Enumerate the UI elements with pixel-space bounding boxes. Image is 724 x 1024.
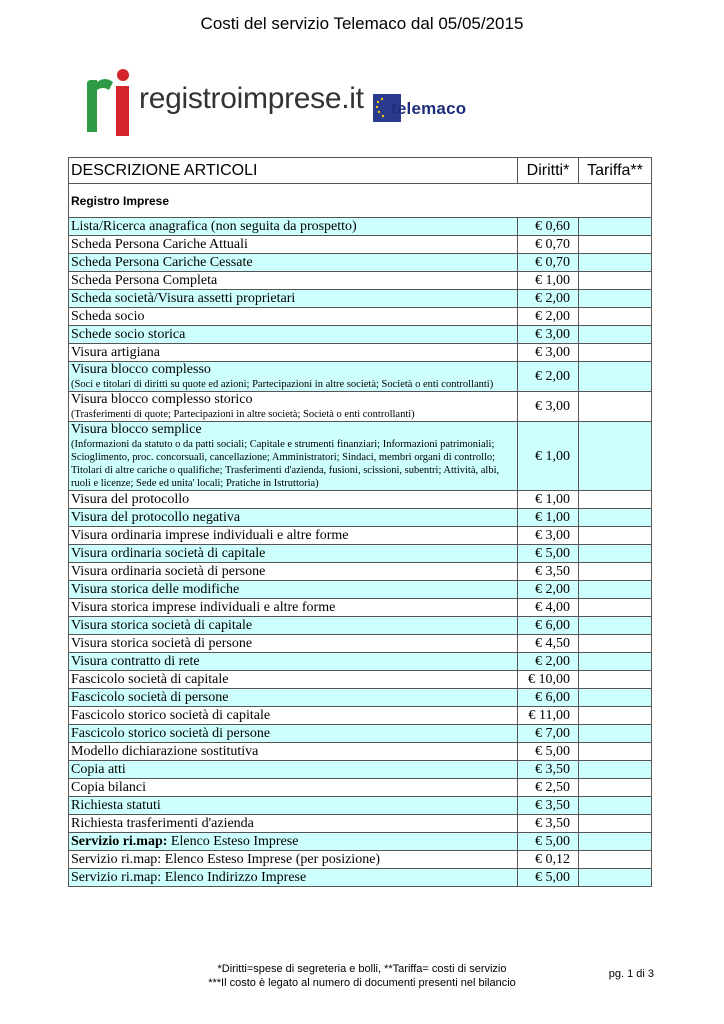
row-description (69, 362, 518, 392)
row-sublabel: (Trasferimenti di quote; Partecipazioni in altre società; Società o enti controllanti) (71, 409, 415, 420)
row-tariffa (579, 581, 652, 599)
row-label: Schede socio storica (71, 327, 186, 342)
header-tariffa: Tariffa** (579, 158, 652, 184)
table-header-row (69, 158, 652, 184)
table-row (69, 362, 652, 392)
row-diritti: € 3,00 (518, 392, 579, 422)
table-row (69, 869, 652, 887)
row-label: Fascicolo storico società di capitale (71, 708, 271, 723)
row-diritti: € 2,50 (518, 779, 579, 797)
registroimprese-logo-text: registroimprese.it (139, 82, 364, 115)
row-label: Visura blocco complesso storico (71, 392, 253, 407)
row-tariffa (579, 422, 652, 491)
row-label: Servizio ri.map: Elenco Indirizzo Imprese (71, 870, 307, 885)
row-tariffa (579, 653, 652, 671)
row-tariffa (579, 254, 652, 272)
row-tariffa (579, 671, 652, 689)
table-row (69, 833, 652, 851)
row-tariffa (579, 509, 652, 527)
row-tariffa (579, 833, 652, 851)
row-description (69, 509, 518, 527)
table-row (69, 236, 652, 254)
table-row (69, 563, 652, 581)
row-tariffa (579, 308, 652, 326)
row-description (69, 491, 518, 509)
row-description (69, 422, 518, 491)
row-label-bold: Servizio ri.map: (71, 834, 168, 849)
row-description (69, 797, 518, 815)
table-row (69, 290, 652, 308)
row-label: Fascicolo società di capitale (71, 672, 229, 687)
row-diritti: € 10,00 (518, 671, 579, 689)
row-description (69, 527, 518, 545)
table-row (69, 815, 652, 833)
row-description (69, 851, 518, 869)
row-label: Visura blocco semplice (71, 422, 202, 437)
row-label: Scheda società/Visura assetti proprietari (71, 291, 296, 306)
table-row (69, 797, 652, 815)
row-tariffa (579, 218, 652, 236)
row-label: Visura artigiana (71, 345, 160, 360)
row-label: Visura storica imprese individuali e altre forme (71, 600, 336, 615)
row-label: Scheda Persona Cariche Attuali (71, 237, 248, 252)
footer-note-1: *Diritti=spese di segreteria e bolli, **Tariffa= costi di servizio (217, 963, 507, 975)
row-description (69, 236, 518, 254)
telemaco-logo-text: telemaco (391, 99, 467, 118)
row-description (69, 779, 518, 797)
row-diritti: € 2,00 (518, 308, 579, 326)
row-tariffa (579, 545, 652, 563)
row-tariffa (579, 725, 652, 743)
section-row (69, 184, 652, 218)
row-description (69, 815, 518, 833)
table-row (69, 308, 652, 326)
row-diritti: € 1,00 (518, 272, 579, 290)
table-row (69, 545, 652, 563)
table-row (69, 761, 652, 779)
row-diritti: € 5,00 (518, 743, 579, 761)
row-label: Visura storica società di capitale (71, 618, 253, 633)
row-tariffa (579, 362, 652, 392)
row-label: Visura ordinaria società di capitale (71, 546, 266, 561)
row-tariffa (579, 290, 652, 308)
row-tariffa (579, 236, 652, 254)
row-tariffa (579, 344, 652, 362)
table-row (69, 272, 652, 290)
row-sublabel: (Informazioni da statuto o da patti sociali; Capitale e strumenti finanziari; Informazioni patrimoniali; Scioglimento, proc. concorsuali, cancellazione; Amministratori; Sindaci, membri organi di controllo; Titolari di altre cariche o qualifiche; Trasferimenti d'azienda, fusioni, scissioni, subentri; Attività, albi, ruoli e licenze; Sede ed unita' locali; Pratiche in Istruttoria) (71, 439, 500, 489)
row-tariffa (579, 326, 652, 344)
row-label: Visura ordinaria imprese individuali e altre forme (71, 528, 349, 543)
row-tariffa (579, 815, 652, 833)
row-diritti: € 0,12 (518, 851, 579, 869)
price-table (68, 157, 652, 887)
table-row (69, 392, 652, 422)
row-label: Visura contratto di rete (71, 654, 200, 669)
table-body (69, 218, 652, 887)
row-description (69, 743, 518, 761)
row-diritti: € 7,00 (518, 725, 579, 743)
row-tariffa (579, 527, 652, 545)
table-row (69, 779, 652, 797)
row-tariffa (579, 491, 652, 509)
section-title: Registro Imprese (69, 184, 652, 218)
row-tariffa (579, 797, 652, 815)
row-diritti: € 3,00 (518, 527, 579, 545)
row-tariffa (579, 563, 652, 581)
row-tariffa (579, 599, 652, 617)
table-row (69, 422, 652, 491)
row-label: Lista/Ricerca anagrafica (non seguita da prospetto) (71, 219, 357, 234)
table-row (69, 491, 652, 509)
row-sublabel: (Soci e titolari di diritti su quote ed azioni; Partecipazioni in altre società; Società o enti controllanti) (71, 379, 494, 390)
registroimprese-logo-icon (83, 68, 133, 136)
table-row (69, 653, 652, 671)
row-diritti: € 1,00 (518, 491, 579, 509)
row-tariffa (579, 869, 652, 887)
row-diritti: € 2,00 (518, 290, 579, 308)
row-label: Visura ordinaria società di persone (71, 564, 266, 579)
row-description (69, 344, 518, 362)
row-label: Scheda Persona Completa (71, 273, 218, 288)
row-description (69, 326, 518, 344)
row-label: Copia bilanci (71, 780, 147, 795)
row-diritti: € 0,70 (518, 236, 579, 254)
row-description (69, 308, 518, 326)
row-description (69, 290, 518, 308)
row-tariffa (579, 743, 652, 761)
table-row (69, 743, 652, 761)
row-diritti: € 6,00 (518, 617, 579, 635)
table-row (69, 689, 652, 707)
row-label: Visura blocco complesso (71, 362, 211, 377)
table-row (69, 344, 652, 362)
row-diritti: € 11,00 (518, 707, 579, 725)
row-diritti: € 1,00 (518, 422, 579, 491)
row-label: Scheda socio (71, 309, 145, 324)
row-description (69, 392, 518, 422)
row-diritti: € 4,00 (518, 599, 579, 617)
row-diritti: € 2,00 (518, 653, 579, 671)
row-description (69, 581, 518, 599)
row-label: Elenco Esteso Imprese (167, 834, 299, 849)
row-diritti: € 5,00 (518, 545, 579, 563)
table-row (69, 725, 652, 743)
row-description (69, 545, 518, 563)
table-row (69, 254, 652, 272)
row-description (69, 671, 518, 689)
row-diritti: € 0,70 (518, 254, 579, 272)
row-diritti: € 0,60 (518, 218, 579, 236)
row-description (69, 869, 518, 887)
table-row (69, 527, 652, 545)
table-row (69, 509, 652, 527)
row-diritti: € 3,50 (518, 815, 579, 833)
row-tariffa (579, 707, 652, 725)
table-row (69, 617, 652, 635)
row-label: Visura storica delle modifiche (71, 582, 240, 597)
row-description (69, 599, 518, 617)
row-label: Scheda Persona Cariche Cessate (71, 255, 253, 270)
row-description (69, 272, 518, 290)
row-description (69, 218, 518, 236)
row-label: Servizio ri.map: Elenco Esteso Imprese (per posizione) (71, 852, 381, 867)
row-tariffa (579, 761, 652, 779)
row-diritti: € 3,50 (518, 761, 579, 779)
row-diritti: € 3,50 (518, 797, 579, 815)
row-description (69, 635, 518, 653)
row-diritti: € 3,00 (518, 326, 579, 344)
table-row (69, 599, 652, 617)
table-row (69, 218, 652, 236)
row-diritti: € 2,00 (518, 581, 579, 599)
row-description (69, 653, 518, 671)
row-label: Fascicolo società di persone (71, 690, 229, 705)
table-row (69, 671, 652, 689)
row-diritti: € 4,50 (518, 635, 579, 653)
row-description (69, 761, 518, 779)
footer-note-2: ***Il costo è legato al numero di documenti presenti nel bilancio (208, 977, 516, 989)
row-description (69, 707, 518, 725)
row-label: Modello dichiarazione sostitutiva (71, 744, 259, 759)
table-row (69, 707, 652, 725)
row-diritti: € 3,50 (518, 563, 579, 581)
row-label: Visura del protocollo (71, 492, 190, 507)
row-tariffa (579, 689, 652, 707)
row-description (69, 254, 518, 272)
row-diritti: € 2,00 (518, 362, 579, 392)
row-diritti: € 3,00 (518, 344, 579, 362)
row-diritti: € 5,00 (518, 869, 579, 887)
row-diritti: € 5,00 (518, 833, 579, 851)
page-title: Costi del servizio Telemaco dal 05/05/2015 (200, 14, 524, 33)
row-label: Visura storica società di persone (71, 636, 253, 651)
row-diritti: € 6,00 (518, 689, 579, 707)
row-label: Fascicolo storico società di persone (71, 726, 271, 741)
header-description: DESCRIZIONE ARTICOLI (69, 158, 518, 184)
row-description (69, 563, 518, 581)
row-tariffa (579, 617, 652, 635)
row-tariffa (579, 392, 652, 422)
row-description (69, 617, 518, 635)
registroimprese-logo (83, 68, 383, 140)
row-label: Visura del protocollo negativa (71, 510, 241, 525)
table-row (69, 635, 652, 653)
telemaco-logo (373, 93, 503, 123)
row-description (69, 833, 518, 851)
table-row (69, 851, 652, 869)
row-tariffa (579, 272, 652, 290)
row-description (69, 725, 518, 743)
row-description (69, 689, 518, 707)
row-label: Richiesta trasferimenti d'azienda (71, 816, 254, 831)
header-diritti: Diritti* (518, 158, 579, 184)
row-diritti: € 1,00 (518, 509, 579, 527)
row-label: Richiesta statuti (71, 798, 161, 813)
row-tariffa (579, 851, 652, 869)
row-label: Copia atti (71, 762, 126, 777)
page-number: pg. 1 di 3 (608, 968, 654, 980)
row-tariffa (579, 635, 652, 653)
row-tariffa (579, 779, 652, 797)
table-row (69, 326, 652, 344)
table-row (69, 581, 652, 599)
